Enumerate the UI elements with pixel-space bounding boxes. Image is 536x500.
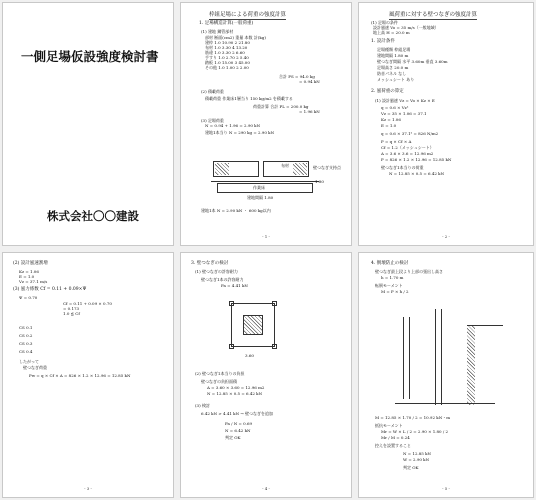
body-line: (2) 積載荷重 <box>201 89 224 94</box>
formula-line: h = 1.70 m <box>381 275 404 280</box>
formula-line: Fa = 4.41 kN <box>221 283 248 288</box>
page-header: 枠組足場による荷重の強度計算 <box>209 12 287 18</box>
tie-point <box>229 301 234 306</box>
note-line: 建地1本 N = 2.90 kN ・ 600 kg以内 <box>201 208 271 213</box>
formula-line: Cf = 0.11 + 0.09 × 0.70 <box>63 301 112 306</box>
formula-line: N = 12.85 × 0.5 = 6.42 kN <box>207 391 263 396</box>
ground-line <box>395 403 495 404</box>
tie-point <box>272 344 277 349</box>
dimension-label: 3.60 <box>245 353 254 358</box>
body-line: 壁つなぎの負担面積 <box>201 379 237 384</box>
condition-row: 足場種類 枠組足場 <box>377 47 411 52</box>
diagram-label-top: 布材 <box>281 163 289 168</box>
subsection-heading: (1) 壁つなぎの許容耐力 <box>195 269 238 274</box>
document-page-2 <box>358 2 534 246</box>
formula-line: Vz = 37.1 m/s <box>19 279 48 284</box>
condition-row: メッシュシート あり <box>377 77 415 82</box>
tie-point <box>272 301 277 306</box>
formula-line: A = 3.6 × 3.6 = 12.96 m2 <box>381 151 434 156</box>
body-line: (1) 足場の条件 <box>371 20 398 25</box>
case-label: CS 0.3 <box>19 341 33 346</box>
judgement-line: 判定 OK <box>403 465 419 470</box>
scaffold-post <box>435 309 436 405</box>
hatch-area <box>293 163 307 175</box>
section-heading: (2) 設計風速割増 <box>13 261 48 266</box>
document-page-1 <box>180 2 352 246</box>
formula-line: P = 826 × 1.2 × 12.96 = 12.85 kN <box>381 157 452 162</box>
judgement-line: 判定 OK <box>225 435 241 440</box>
document-page-cover <box>2 2 174 246</box>
scaffold-post <box>441 309 442 405</box>
formula-line: Mr = W × L / 2 = 2.90 × 1.80 / 2 <box>381 429 449 434</box>
formula-line: = 0.173 <box>63 306 80 311</box>
body-line: 壁つなぎ荷重 <box>23 365 47 370</box>
body-line: 地上高 H = 20.0 m <box>373 30 410 35</box>
document-page-3 <box>2 252 174 498</box>
wall-section <box>467 325 475 405</box>
diagram-label-side: 壁つなぎ支持点 <box>313 165 341 170</box>
total-line: = 0.94 kN <box>299 79 320 84</box>
formula-line: N = 6.42 kN <box>225 428 251 433</box>
formula-line: Cf = 1.2（メッシュシート） <box>381 145 434 150</box>
formula-line: Fa / N = 0.69 <box>225 421 253 426</box>
body-line: したがって <box>19 359 39 364</box>
page-number: - 4 - <box>262 486 270 491</box>
table-header: 部材 断面(cm2) 重量 本数 計(kg) <box>205 35 266 40</box>
wall-tie-diagram <box>217 293 297 365</box>
formula-line: q = 0.6 × 37.1² = 826 N/m2 <box>381 131 439 136</box>
table-row: 筋違 1.0 3.30 2 6.60 <box>205 50 245 55</box>
table-row: 建枠 1.0 10.90 2 21.80 <box>205 40 250 45</box>
body-line: 抵抗モーメント <box>375 423 403 428</box>
formula-line: E = 1.0 <box>381 123 397 128</box>
section-heading: 1. 足場構造計算(一般荷重) <box>199 21 254 26</box>
diagram-label-mid: 作業床 <box>253 185 265 190</box>
subsection-heading: (2) 壁つなぎ1本当りの負担 <box>195 371 245 376</box>
page-number: - 2 - <box>442 234 450 239</box>
tie-point <box>229 344 234 349</box>
condition-row: 建地間隔 1.80 m <box>377 53 409 58</box>
case-label: CS 0.1 <box>19 325 33 330</box>
formula-line: Kz = 1.06 <box>19 269 39 274</box>
formula-line: E = 1.0 <box>19 274 35 279</box>
body-line: 転倒モーメント <box>375 283 403 288</box>
document-title: 一側足場仮設強度検討書 <box>21 49 159 64</box>
formula-line: 壁つなぎ1本当りの荷重 <box>381 165 424 170</box>
formula-line: Mr / M = 0.24 <box>381 435 410 440</box>
body-line: 壁つなぎ最上段より上部の張出し高さ <box>375 269 443 274</box>
section-heading: 4. 倒壊防止の検討 <box>371 261 409 266</box>
formula-line: 1.0 ≦ Cf <box>63 311 80 316</box>
work-platform <box>217 183 313 193</box>
condition-row: 防音パネル なし <box>377 71 407 76</box>
subsection-heading: (3) 検討 <box>195 403 210 408</box>
diagram-label-bottom: 建地間隔 1.80 <box>247 195 274 200</box>
table-row: 布材 1.0 3.30 4 13.20 <box>205 45 248 50</box>
hatch-area <box>215 163 229 175</box>
formula-line: W = 2.90 kN <box>403 457 430 462</box>
formula-line: 6.42 kN > 4.41 kN → 壁つなぎを追加 <box>201 411 273 416</box>
tie-area-hatch <box>243 315 263 335</box>
total-line: = 1.96 kN <box>299 109 320 114</box>
section-heading: 1. 設計条件 <box>371 39 395 44</box>
formula-line: (1) 設計風速 Vz = Vo × Kz × E <box>375 98 435 103</box>
formula-line: Vz = 35 × 1.06 = 37.1 <box>381 111 427 116</box>
document-page-5 <box>358 252 534 498</box>
formula-line: A = 3.60 × 3.60 = 12.96 m2 <box>207 385 265 390</box>
body-line: (1) 建地 鋼管部材 <box>201 29 234 34</box>
formula-line: P = q × Cf × A <box>381 139 412 144</box>
scaffold-post <box>409 317 410 399</box>
case-label: CS 0.2 <box>19 333 33 338</box>
body-line: 積載荷重 作業床1層当り 150 kg/m2 を積載する <box>205 96 293 101</box>
page-header: 風荷重に対する壁つなぎの強度計算 <box>389 12 478 18</box>
formula-line: Kz = 1.06 <box>381 117 401 122</box>
page-number: - 3 - <box>84 486 92 491</box>
case-label: CS 0.4 <box>19 349 33 354</box>
section-heading: (3) 風力係数 Cf = 0.11 + 0.09×Ψ <box>13 287 87 292</box>
ledger-line <box>211 181 319 182</box>
ground-line <box>467 325 503 326</box>
page-number: - 1 - <box>262 234 270 239</box>
formula-line: N = 12.85 × 0.5 = 6.42 kN <box>389 171 445 176</box>
table-row: 手すり 1.0 2.70 2 5.40 <box>205 55 249 60</box>
diagram-label-dim: 1.80 <box>315 179 324 184</box>
body-line: (3) 足場荷重 <box>201 118 224 123</box>
page-number: - 5 - <box>442 486 450 491</box>
section-heading: 2. 風荷重の算定 <box>371 89 404 94</box>
formula-line: M = 12.85 × 1.70 / 2 = 10.92 kN・m <box>375 415 451 420</box>
formula-line: Ψ = 0.70 <box>19 295 38 300</box>
company-name: 株式会社〇〇建設 <box>47 209 139 223</box>
document-page-4 <box>180 252 352 498</box>
scaffold-plan-diagram <box>211 155 341 201</box>
scaffold-elevation-diagram <box>395 309 505 409</box>
condition-row: 壁つなぎ間隔 水平 3.60m 垂直 3.60m <box>377 59 448 64</box>
scaffold-post <box>403 317 404 399</box>
body-line: 壁つなぎ1本の許容耐力 <box>201 277 244 282</box>
formula-line: q = 0.6 × Vz² <box>381 105 409 110</box>
body-line: 建地1本当り N = 290 kg = 2.90 kN <box>205 130 275 135</box>
table-row: 踏板 1.0 15.00 3 45.00 <box>205 60 250 65</box>
table-row: その他 1.0 1.00 2 2.00 <box>205 65 249 70</box>
formula-line: Pw = q × Cf × A = 826 × 1.2 × 12.96 = 12.85 kN <box>29 373 131 378</box>
section-heading: 3. 壁つなぎの検討 <box>191 261 229 266</box>
body-line: N = 0.94 + 1.96 = 2.90 kN <box>205 123 261 128</box>
formula-line: N = 12.85 kN <box>403 451 432 456</box>
formula-line: M = P × h / 2 <box>381 289 409 294</box>
total-line: 荷重計算 合計 PL = 200.0 kg <box>253 104 309 109</box>
body-line: 控えを設置すること <box>375 443 411 448</box>
condition-row: 足場高さ 20.0 m <box>377 65 409 70</box>
body-line: 設計風速 Vo = 35 m/s（一般地域） <box>373 25 439 30</box>
total-line: 合計 PS = 94.0 kg <box>279 74 315 79</box>
